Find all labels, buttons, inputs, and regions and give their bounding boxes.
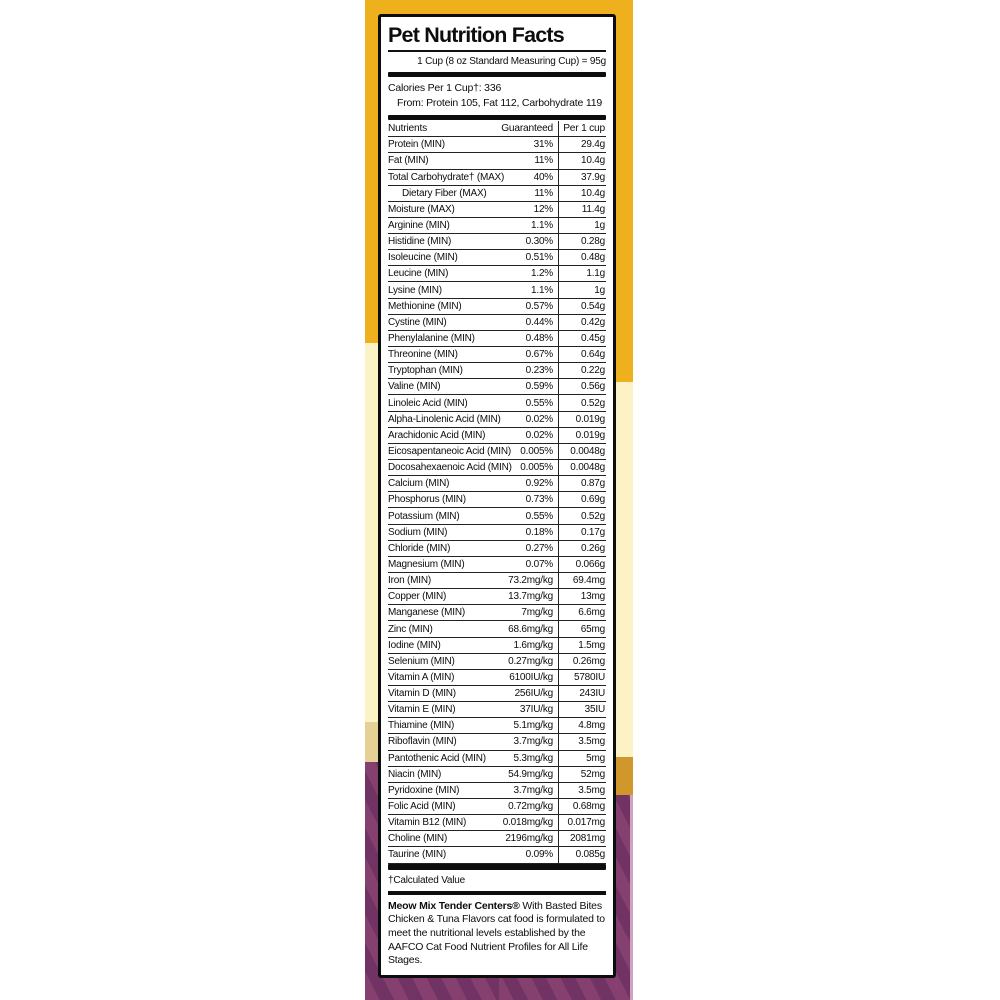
nutrient-name: Cystine (MIN) [388,316,447,328]
table-row [388,783,606,799]
guaranteed-value: 0.57% [525,300,553,312]
table-row [388,557,606,573]
guaranteed-value: 11% [534,155,553,167]
per-cup-value: 0.26g [558,541,606,556]
nutrient-name: Vitamin B12 (MIN) [388,817,467,829]
per-cup-value: 0.42g [558,315,606,330]
guaranteed-value: 1.6mg/kg [513,639,553,651]
guaranteed-value: 0.59% [525,381,553,393]
table-row [388,751,606,767]
guaranteed-value: 0.02% [525,429,553,441]
nutrient-name: Eicosapentaneoic Acid (MIN) [388,445,511,457]
table-row [388,492,606,508]
per-cup-value: 5780IU [558,670,606,685]
table-row [388,476,606,492]
aafco-statement-text: With Basted Bites Chicken & Tuna Flavors cat food is formulated to meet the nutritional levels established by the AAFCO Cat Food Nutrient Profiles for All Life Stages. [388,899,605,967]
per-cup-value: 0.56g [558,379,606,394]
table-row [388,282,606,298]
per-cup-value: 0.64g [558,347,606,362]
per-cup-value: 13mg [558,589,606,604]
table-row [388,831,606,847]
calculated-value-footnote: †Calculated Value [388,874,466,886]
per-cup-value: 1g [558,282,606,297]
nutrient-name: Selenium (MIN) [388,655,455,667]
per-cup-value: 35IU [558,702,606,717]
guaranteed-value: 0.72mg/kg [508,801,553,813]
per-cup-value: 0.019g [558,412,606,427]
table-row [388,541,606,557]
per-cup-value: 5mg [558,751,606,766]
guaranteed-value: 73.2mg/kg [508,575,553,587]
guaranteed-value: 13.7mg/kg [508,591,553,603]
per-cup-value: 69.4mg [558,573,606,588]
per-cup-value: 0.52g [558,395,606,410]
nutrient-name: Arginine (MIN) [388,219,450,231]
table-row [388,686,606,702]
table-row [388,153,606,169]
table-row [388,460,606,476]
per-cup-value: 0.48g [558,250,606,265]
nutrient-name: Riboflavin (MIN) [388,736,457,748]
guaranteed-value: 3.7mg/kg [513,736,553,748]
guaranteed-value: 0.18% [525,526,553,538]
per-cup-value: 0.22g [558,363,606,378]
column-header-guaranteed: Guaranteed [501,123,553,135]
per-cup-value: 29.4g [558,137,606,152]
nutrient-name: Leucine (MIN) [388,268,449,280]
guaranteed-value: 0.67% [525,349,553,361]
guaranteed-value: 0.44% [525,316,553,328]
guaranteed-value: 0.27mg/kg [508,655,553,667]
guaranteed-value: 5.1mg/kg [513,720,553,732]
table-row [388,815,606,831]
guaranteed-value: 68.6mg/kg [508,623,553,635]
guaranteed-value: 2196mg/kg [505,833,553,845]
nutrient-name: Threonine (MIN) [388,349,458,361]
table-row [388,315,606,331]
nutrient-name: Iodine (MIN) [388,639,441,651]
table-row [388,718,606,734]
per-cup-value: 0.17g [558,525,606,540]
table-row [388,654,606,670]
nutrient-name: Phenylalanine (MIN) [388,332,475,344]
per-cup-value: 0.69g [558,492,606,507]
per-cup-value: 10.4g [558,153,606,168]
guaranteed-value: 1.2% [531,268,553,280]
nutrient-name: Phosphorus (MIN) [388,494,466,506]
table-row [388,347,606,363]
nutrient-name: Chloride (MIN) [388,542,451,554]
nutrient-name: Dietary Fiber (MAX) [402,187,487,199]
nutrient-name: Valine (MIN) [388,381,441,393]
table-row [388,847,606,863]
table-row [388,573,606,589]
nutrient-name: Manganese (MIN) [388,607,466,619]
guaranteed-value: 0.55% [525,397,553,409]
table-row [388,331,606,347]
per-cup-value: 0.28g [558,234,606,249]
calories-line: Calories Per 1 Cup†: 336 [388,82,502,95]
guaranteed-value: 0.27% [525,542,553,554]
guaranteed-value: 0.51% [525,252,553,264]
per-cup-value: 52mg [558,767,606,782]
aafco-statement [388,895,606,968]
guaranteed-value: 1.1% [531,284,553,296]
separator-bar [388,115,606,120]
table-header-row [388,121,606,137]
guaranteed-value: 0.005% [520,462,553,474]
guaranteed-value: 0.018mg/kg [502,817,553,829]
table-row [388,702,606,718]
table-row [388,589,606,605]
per-cup-value: 0.017mg [558,815,606,830]
nutrient-name: Methionine (MIN) [388,300,462,312]
table-row [388,395,606,411]
per-cup-value: 6.6mg [558,605,606,620]
guaranteed-value: 0.92% [525,478,553,490]
table-row [388,767,606,783]
table-row [388,508,606,524]
per-cup-value: 65mg [558,621,606,636]
table-row [388,525,606,541]
guaranteed-value: 7mg/kg [521,607,553,619]
guaranteed-value: 37IU/kg [519,704,553,716]
nutrient-name: Potassium (MIN) [388,510,460,522]
table-row [388,638,606,654]
nutrient-name: Linoleic Acid (MIN) [388,397,468,409]
guaranteed-value: 0.30% [525,236,553,248]
guaranteed-value: 3.7mg/kg [513,784,553,796]
guaranteed-value: 0.73% [525,494,553,506]
table-row [388,670,606,686]
guaranteed-value: 5.3mg/kg [513,752,553,764]
per-cup-value: 37.9g [558,170,606,185]
table-row [388,218,606,234]
calories-block [388,77,606,115]
nutrient-name: Copper (MIN) [388,591,447,603]
table-row [388,234,606,250]
per-cup-value: 3.5mg [558,734,606,749]
guaranteed-value: 31% [533,139,553,151]
calories-from: From: Protein 105, Fat 112, Carbohydrate 119 [397,97,603,110]
table-row [388,412,606,428]
nutrient-name: Vitamin A (MIN) [388,671,455,683]
column-header-per-cup: Per 1 cup [558,121,606,136]
per-cup-value: 0.019g [558,428,606,443]
guaranteed-value: 0.23% [525,365,553,377]
guaranteed-value: 11% [534,187,553,199]
nutrient-name: Lysine (MIN) [388,284,442,296]
per-cup-value: 0.066g [558,557,606,572]
table-row [388,250,606,266]
guaranteed-value: 0.09% [525,849,553,861]
table-row [388,363,606,379]
per-cup-value: 2081mg [558,831,606,846]
guaranteed-value: 12% [533,203,553,215]
guaranteed-value: 0.02% [525,413,553,425]
table-row [388,299,606,315]
nutrition-label [378,14,616,978]
guaranteed-value: 54.9mg/kg [508,768,553,780]
nutrient-name: Folic Acid (MIN) [388,801,456,813]
guaranteed-value: 0.48% [525,332,553,344]
per-cup-value: 0.26mg [558,654,606,669]
table-row [388,379,606,395]
per-cup-value: 0.0048g [558,460,606,475]
per-cup-value: 0.45g [558,331,606,346]
per-cup-value: 0.54g [558,299,606,314]
table-row [388,170,606,186]
table-row [388,799,606,815]
nutrient-name: Taurine (MIN) [388,849,446,861]
product-name: Meow Mix Tender Centers® [388,899,520,912]
label-title: Pet Nutrition Facts [388,23,564,47]
nutrient-name: Zinc (MIN) [388,623,433,635]
nutrient-name: Pyridoxine (MIN) [388,784,460,796]
nutrient-name: Tryptophan (MIN) [388,365,463,377]
table-row [388,444,606,460]
table-row [388,428,606,444]
nutrient-name: Magnesium (MIN) [388,558,465,570]
nutrient-name: Iron (MIN) [388,575,432,587]
nutrient-name: Niacin (MIN) [388,768,442,780]
column-header-nutrients: Nutrients [388,123,427,135]
guaranteed-value: 1.1% [531,219,553,231]
table-row [388,202,606,218]
nutrient-name: Total Carbohydrate† (MAX) [388,171,505,183]
per-cup-value: 3.5mg [558,783,606,798]
guaranteed-value: 6100IU/kg [509,671,553,683]
per-cup-value: 4.8mg [558,718,606,733]
guaranteed-value: 40% [533,171,553,183]
nutrient-name: Docosahexaenoic Acid (MIN) [388,462,512,474]
nutrient-name: Pantothenic Acid (MIN) [388,752,486,764]
nutrient-table [388,121,606,864]
serving-size: 1 Cup (8 oz Standard Measuring Cup) = 95g [417,56,606,68]
guaranteed-value: 0.005% [520,445,553,457]
per-cup-value: 0.68mg [558,799,606,814]
per-cup-value: 243IU [558,686,606,701]
per-cup-value: 1.5mg [558,638,606,653]
table-row [388,186,606,202]
nutrient-name: Isoleucine (MIN) [388,252,458,264]
nutrient-name: Alpha-Linolenic Acid (MIN) [388,413,501,425]
per-cup-value: 0.0048g [558,444,606,459]
nutrient-name: Arachidonic Acid (MIN) [388,429,486,441]
per-cup-value: 10.4g [558,186,606,201]
per-cup-value: 1.1g [558,266,606,281]
nutrient-name: Calcium (MIN) [388,478,450,490]
table-row [388,621,606,637]
nutrient-name: Fat (MIN) [388,155,429,167]
table-row [388,137,606,153]
nutrient-name: Vitamin E (MIN) [388,704,456,716]
per-cup-value: 0.87g [558,476,606,491]
nutrient-name: Moisture (MAX) [388,203,455,215]
per-cup-value: 1g [558,218,606,233]
per-cup-value: 0.52g [558,508,606,523]
guaranteed-value: 0.07% [525,558,553,570]
table-row [388,734,606,750]
per-cup-value: 0.085g [558,847,606,862]
per-cup-value: 11.4g [558,202,606,217]
guaranteed-value: 0.55% [525,510,553,522]
nutrient-name: Choline (MIN) [388,833,448,845]
nutrient-name: Sodium (MIN) [388,526,448,538]
guaranteed-value: 256IU/kg [514,688,553,700]
table-row [388,266,606,282]
nutrient-name: Histidine (MIN) [388,236,452,248]
nutrient-name: Protein (MIN) [388,139,445,151]
nutrient-name: Thiamine (MIN) [388,720,455,732]
table-row [388,605,606,621]
nutrient-name: Vitamin D (MIN) [388,688,456,700]
